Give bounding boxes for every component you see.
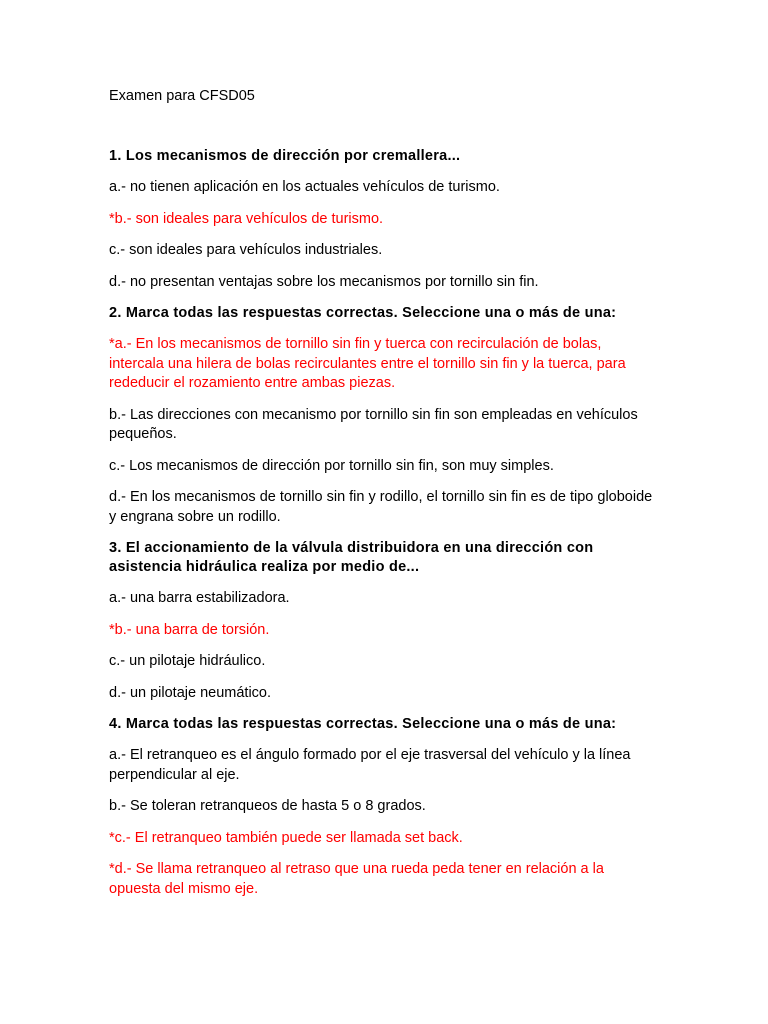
question-2: [109, 304, 768, 527]
option-list: [109, 746, 768, 899]
question-3: [109, 539, 768, 703]
option-d: d.- no presentan ventajas sobre los mecanismos por tornillo sin fin.: [109, 273, 539, 290]
option-list: [109, 589, 768, 703]
option-b: b.- Las direcciones con mecanismo por tornillo sin fin son empleadas en vehículos pequeños.: [109, 406, 638, 442]
question-text: 3. El accionamiento de la válvula distribuidora en una dirección con asistencia hidráulica realiza por medio de...: [109, 540, 594, 575]
option-c: c.- son ideales para vehículos industriales.: [109, 242, 383, 258]
option-c: c.- Los mecanismos de dirección por tornillo sin fin, son muy simples.: [109, 457, 554, 474]
question-text: 2. Marca todas las respuestas correctas. Seleccione una o más de una:: [109, 305, 617, 321]
option-a: *a.- En los mecanismos de tornillo sin fin y tuerca con recirculación de bolas, intercala una hilera de bolas recirculantes entre el tornillo sin fin y la tuerca, para rededucir el rozamiento entre ambas piezas.: [109, 336, 626, 391]
option-c: c.- un pilotaje hidráulico.: [109, 653, 266, 669]
option-c: *c.- El retranqueo también puede ser llamada set back.: [109, 829, 463, 846]
option-a: a.- una barra estabilizadora.: [109, 590, 290, 606]
question-1: [109, 147, 768, 292]
question-text: 1. Los mecanismos de dirección por cremallera...: [109, 148, 461, 164]
option-list: [109, 178, 768, 292]
exam-title: Examen para CFSD05: [109, 88, 255, 104]
question-4: [109, 715, 768, 899]
option-b: *b.- una barra de torsión.: [109, 621, 270, 638]
option-d: *d.- Se llama retranqueo al retraso que una rueda peda tener en relación a la opuesta del mismo eje.: [109, 861, 604, 897]
option-list: [109, 335, 768, 527]
option-a: a.- El retranqueo es el ángulo formado por el eje trasversal del vehículo y la línea perpendicular al eje.: [109, 747, 631, 783]
question-text: 4. Marca todas las respuestas correctas. Seleccione una o más de una:: [109, 716, 617, 732]
option-b: *b.- son ideales para vehículos de turismo.: [109, 210, 384, 227]
option-d: d.- un pilotaje neumático.: [109, 684, 272, 701]
option-d: d.- En los mecanismos de tornillo sin fin y rodillo, el tornillo sin fin es de tipo globoide y engrana sobre un rodillo.: [109, 489, 653, 525]
option-a: a.- no tienen aplicación en los actuales vehículos de turismo.: [109, 179, 500, 195]
option-b: b.- Se toleran retranqueos de hasta 5 o 8 grados.: [109, 798, 426, 814]
